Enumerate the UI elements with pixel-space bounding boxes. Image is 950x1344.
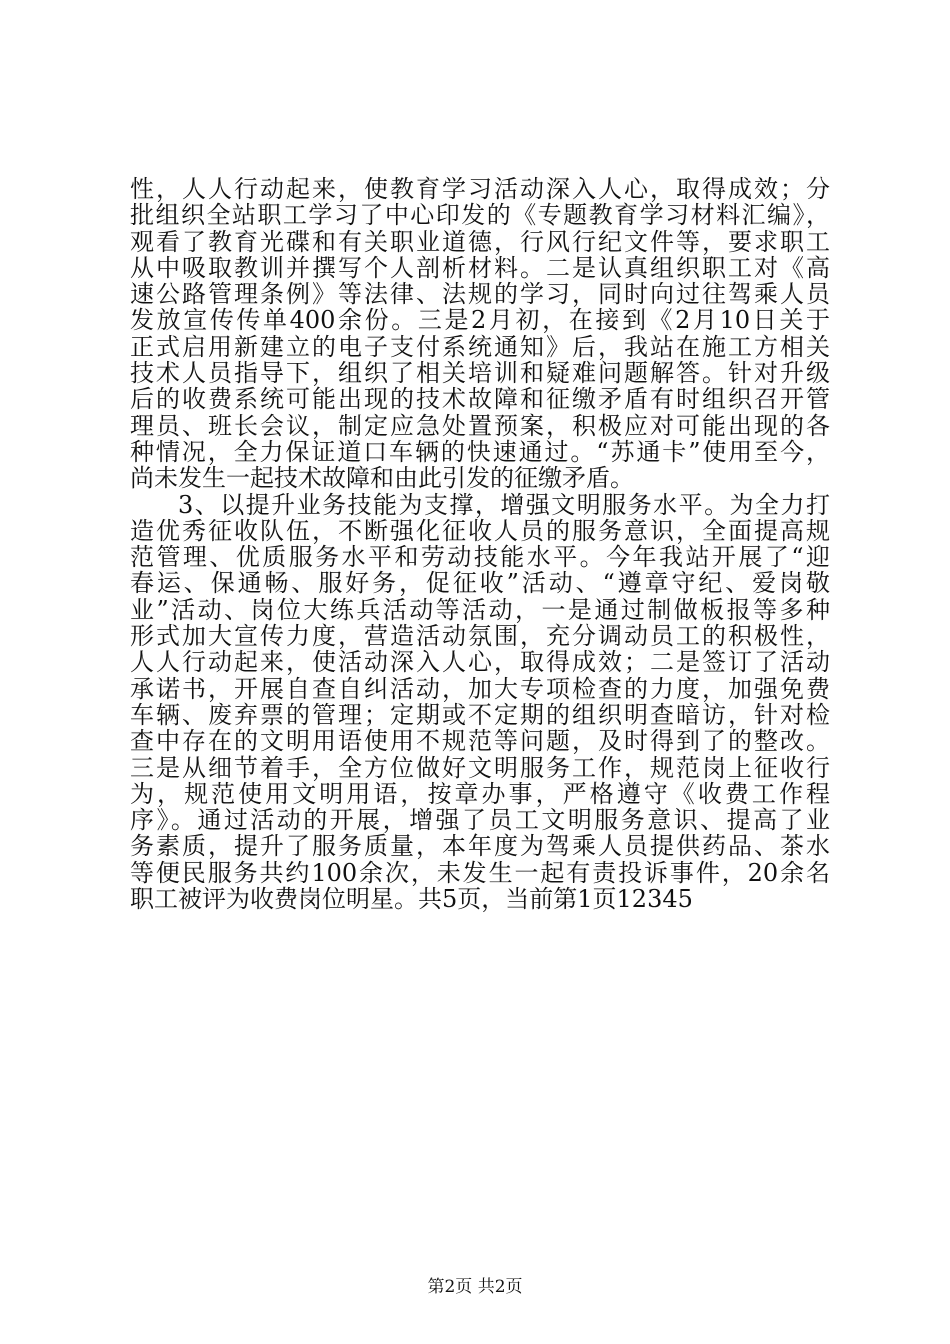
text-line: 为，规范使用文明用语，按章办事，严格遵守《收费工作程 [130, 779, 830, 808]
text-line: 业”活动、岗位大练兵活动等活动，一是通过制做板报等多种 [130, 595, 830, 624]
page-footer: 第2页 共2页 [427, 1277, 523, 1297]
text-line: 技术人员指导下，组织了相关培训和疑难问题解答。针对升级 [130, 359, 830, 388]
body-text [130, 176, 830, 912]
text-line: 后的收费系统可能出现的技术故障和征缴矛盾有时组织召开管 [130, 385, 830, 414]
text-line: 观看了教育光碟和有关职业道德，行风行纪文件等，要求职工 [130, 227, 830, 256]
text-line: 种情况，全力保证道口车辆的快速通过。“苏通卡”使用至今， [130, 437, 830, 466]
text-line: 春运、保通畅、服好务，促征收”活动、“遵章守纪、爱岗敬 [130, 569, 830, 598]
text-line: 序》。通过活动的开展，增强了员工文明服务意识、提高了业 [130, 806, 830, 835]
text-line: 发放宣传传单400余份。三是2月初，在接到《2月10日关于 [130, 306, 830, 335]
section-heading-line: 3、以提升业务技能为支撑，增强文明服务水平。为全力打 [178, 490, 830, 519]
text-line: 造优秀征收队伍，不断强化征收人员的服务意识，全面提高规 [130, 516, 830, 545]
text-line: 人人行动起来，使活动深入人心，取得成效；二是签订了活动 [130, 648, 830, 677]
text-line: 车辆、废弃票的管理；定期或不定期的组织明查暗访，针对检 [130, 700, 830, 729]
text-line: 理员、班长会议，制定应急处置预案，积极应对可能出现的各 [130, 411, 830, 440]
text-line: 尚未发生一起技术故障和由此引发的征缴矛盾。 [130, 464, 634, 493]
text-line: 性，人人行动起来，使教育学习活动深入人心，取得成效；分 [130, 175, 830, 203]
text-line: 等便民服务共约100余次，未发生一起有责投诉事件，20余名 [130, 858, 830, 887]
text-line: 务素质，提升了服务质量，本年度为驾乘人员提供药品、茶水 [130, 832, 830, 861]
text-line: 承诺书，开展自查自纠活动，加大专项检查的力度，加强免费 [130, 674, 830, 703]
text-line: 查中存在的文明用语使用不规范等问题，及时得到了的整改。 [130, 727, 830, 756]
text-line: 速公路管理条例》等法律、法规的学习，同时向过往驾乘人员 [130, 280, 830, 309]
text-line: 批组织全站职工学习了中心印发的《专题教育学习材料汇编》， [130, 201, 830, 230]
text-line: 范管理、优质服务水平和劳动技能水平。今年我站开展了“迎 [130, 543, 830, 572]
text-line: 职工被评为收费岗位明星。共5页，当前第1页12345 [130, 885, 693, 914]
text-line: 从中吸取教训并撰写个人剖析材料。二是认真组织职工对《高 [130, 253, 830, 282]
text-line: 正式启用新建立的电子支付系统通知》后，我站在施工方相关 [130, 332, 830, 361]
text-line: 三是从细节着手，全方位做好文明服务工作，规范岗上征收行 [130, 753, 830, 782]
text-line: 形式加大宣传力度，营造活动氛围，充分调动员工的积极性， [130, 622, 830, 651]
